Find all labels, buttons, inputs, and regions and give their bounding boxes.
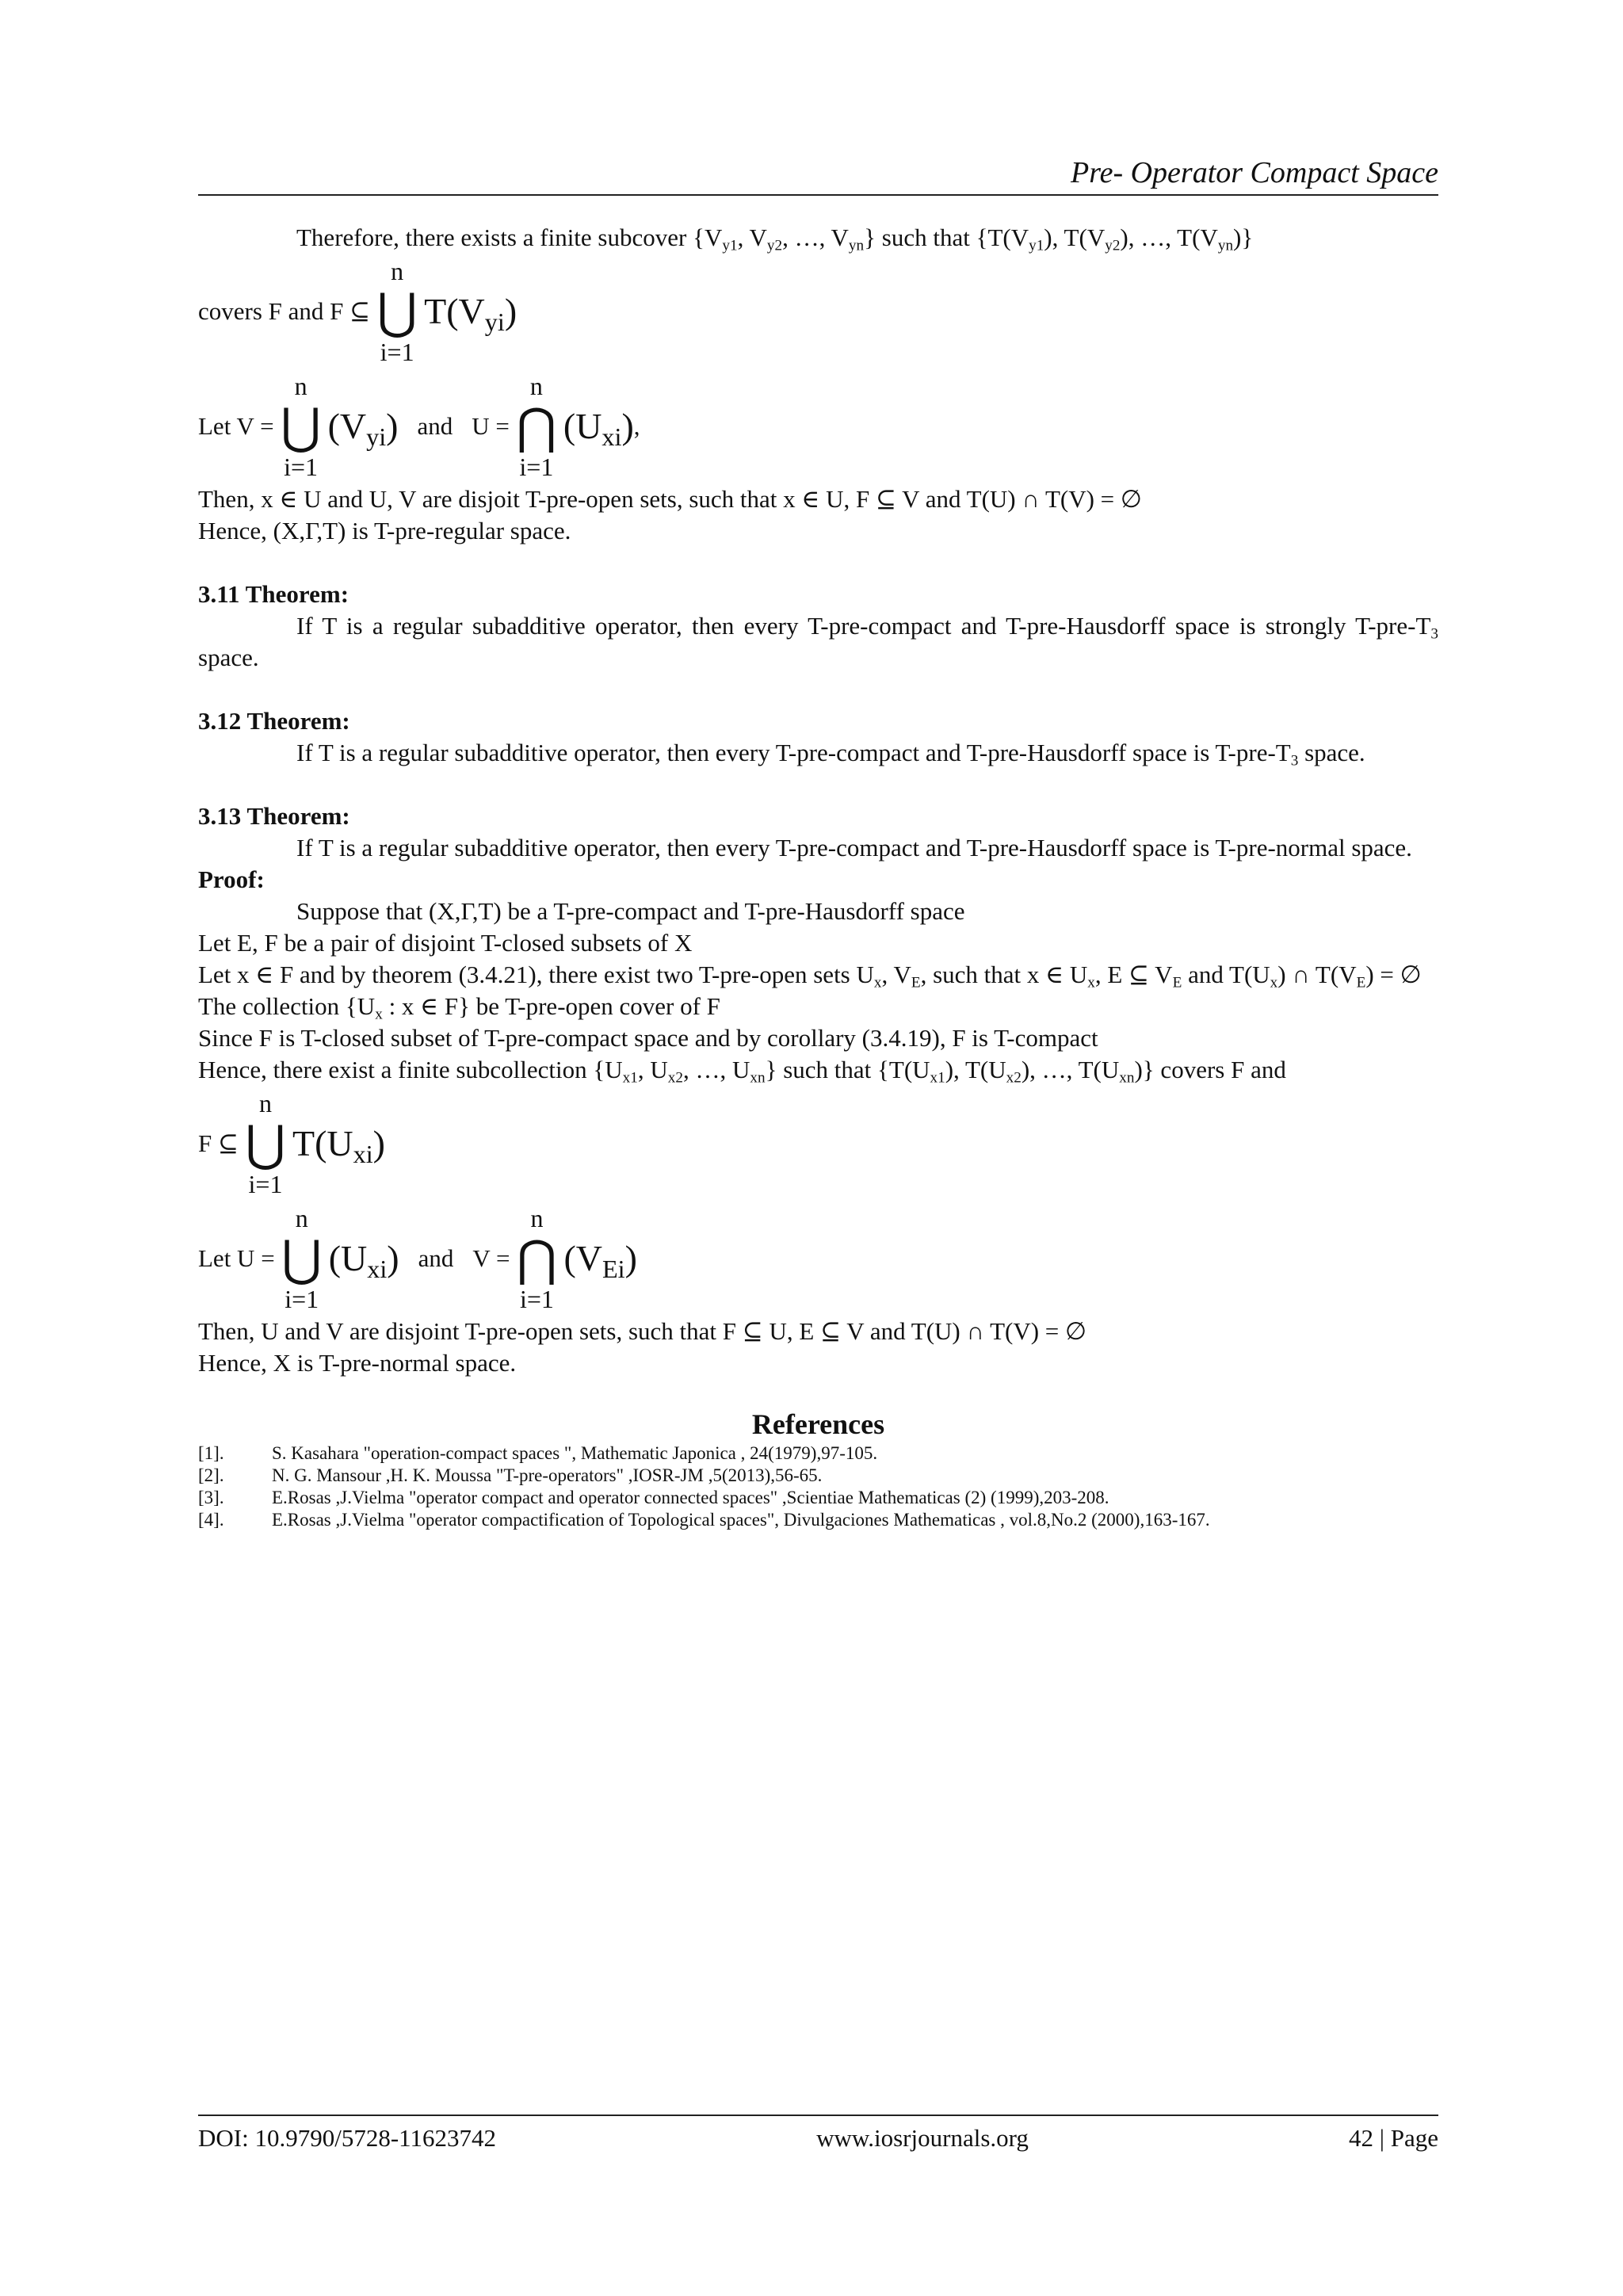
theorem-3-11-title: 3.11 Theorem: [198,580,349,608]
proof-line-6: Hence, there exist a finite subcollection {$U_{x1}$, $U_{x2}$, …, $U_{xn}$} such that {$T(U_{x1})$, $T(U_{x2})$, …, $T(U_{xn})$} covers F and [198,1056,1286,1087]
union-operator: n ⋃ i=1 [376,256,418,366]
finite-subcover-paragraph: Therefore, there exists a finite subcover {$V_{y1}$, $V_{y2}$, …, $V_{yn}$} such that {$T(V_{y1})$, $T(V_{y2})$, …, $T(V_{yn})$} [296,223,1254,254]
proof-title: Proof: [198,865,265,893]
union-operator: n ⋃ i=1 [281,1203,323,1313]
union-operator: n ⋃ i=1 [245,1088,286,1198]
reference-item: [4]. E.Rosas ,J.Vielma "operator compactification of Topological spaces", Divulgaciones Mathematicas , vol.8,No.2 (2000),163-167. [198,1510,1210,1530]
proof-line-5: Since F is T-closed subset of T-pre-compact space and by corollary (3.4.19), F is T-compact [198,1024,1098,1052]
header-rule [198,194,1438,196]
proof-hence-line: Hence, X is T-pre-normal space. [198,1349,517,1377]
footer-site-link[interactable]: www.iosrjournals.org [816,2124,1029,2152]
footer-rule [198,2115,1438,2116]
reference-item: [1]. S. Kasahara "operation-compact spaces ", Mathematic Japonica , 24(1979),97-105. [198,1443,878,1463]
then-disjoint-line: Then, x ∈ U and U, V are disjoit T-pre-open sets, such that x ∈ U, F ⊆ V and T(U) ∩ T(V) = ∅ [198,485,1142,513]
intersection-operator: n ⋂ i=1 [516,371,557,481]
references-list [198,1442,1438,1531]
equation-let-v-u: Let V = n ⋃ i=1 $(V_{yi})$ and U = n ⋂ i=1 $(U_{xi})$ , [198,371,640,481]
proof-then-line: Then, U and V are disjoint T-pre-open sets, such that F ⊆ U, E ⊆ V and T(U) ∩ T(V) = ∅ [198,1317,1087,1345]
page-footer [198,2124,1438,2153]
theorem-3-12-title: 3.12 Theorem: [198,707,350,735]
theorem-3-12-text: If T is a regular subadditive operator, then every T-pre-compact and T-pre-Hausdorff space is $T-pre-T_3$ space. [296,739,1365,770]
references-title: References [751,1408,885,1440]
theorem-3-11-text: If T is a regular subadditive operator, then every T-pre-compact and T-pre-Hausdorff space is strongly $T-pre-T_3$ space. [198,612,1438,671]
main-content [198,222,1438,1531]
union-operator: n ⋃ i=1 [281,371,321,481]
proof-line-1: Suppose that (X,Γ,T) be a T-pre-compact and T-pre-Hausdorff space [296,897,965,925]
reference-item: [3]. E.Rosas ,J.Vielma "operator compact and operator connected spaces" ,Scientiae Mathematicas (2) (1999),203-208. [198,1488,1109,1507]
equation-f-subset: F ⊆ n ⋃ i=1 $T(U_{xi})$ [198,1088,385,1198]
proof-line-2: Let E, F be a pair of disjoint T-closed subsets of X [198,929,693,957]
running-header: Pre- Operator Compact Space [1071,156,1438,189]
theorem-3-13-title: 3.13 Theorem: [198,802,350,830]
footer-doi: DOI: 10.9790/5728-11623742 [198,2124,496,2152]
reference-item: [2]. N. G. Mansour ,H. K. Moussa "T-pre-operators" ,IOSR-JM ,5(2013),56-65. [198,1465,823,1485]
proof-line-4: The collection {$U_x$ : x ∈ F} be T-pre-open cover of F [198,992,720,1023]
intersection-operator: n ⋂ i=1 [517,1203,557,1313]
hence-regular-line: Hence, (X,Γ,T) is T-pre-regular space. [198,517,571,544]
proof-line-3: Let x ∈ F and by theorem (3.4.21), there exist two T-pre-open sets $U_x$, $V_E$, such that x ∈ $U_x$, E ⊆ $V_E$ and $T(U_x)$ ∩ $T(V_E)$ = ∅ [198,961,1422,991]
equation-let-u-v: Let U = n ⋃ i=1 $(U_{xi})$ and V = n ⋂ i=1 $(V_{Ei})$ [198,1203,637,1313]
footer-page-number: 42 | Page [1349,2124,1438,2152]
equation-covers-f: covers F and F ⊆ n ⋃ i=1 $T(V_{yi})$ [198,256,517,366]
theorem-3-13-text: If T is a regular subadditive operator, then every T-pre-compact and T-pre-Hausdorff space is T-pre-normal space. [296,834,1412,861]
